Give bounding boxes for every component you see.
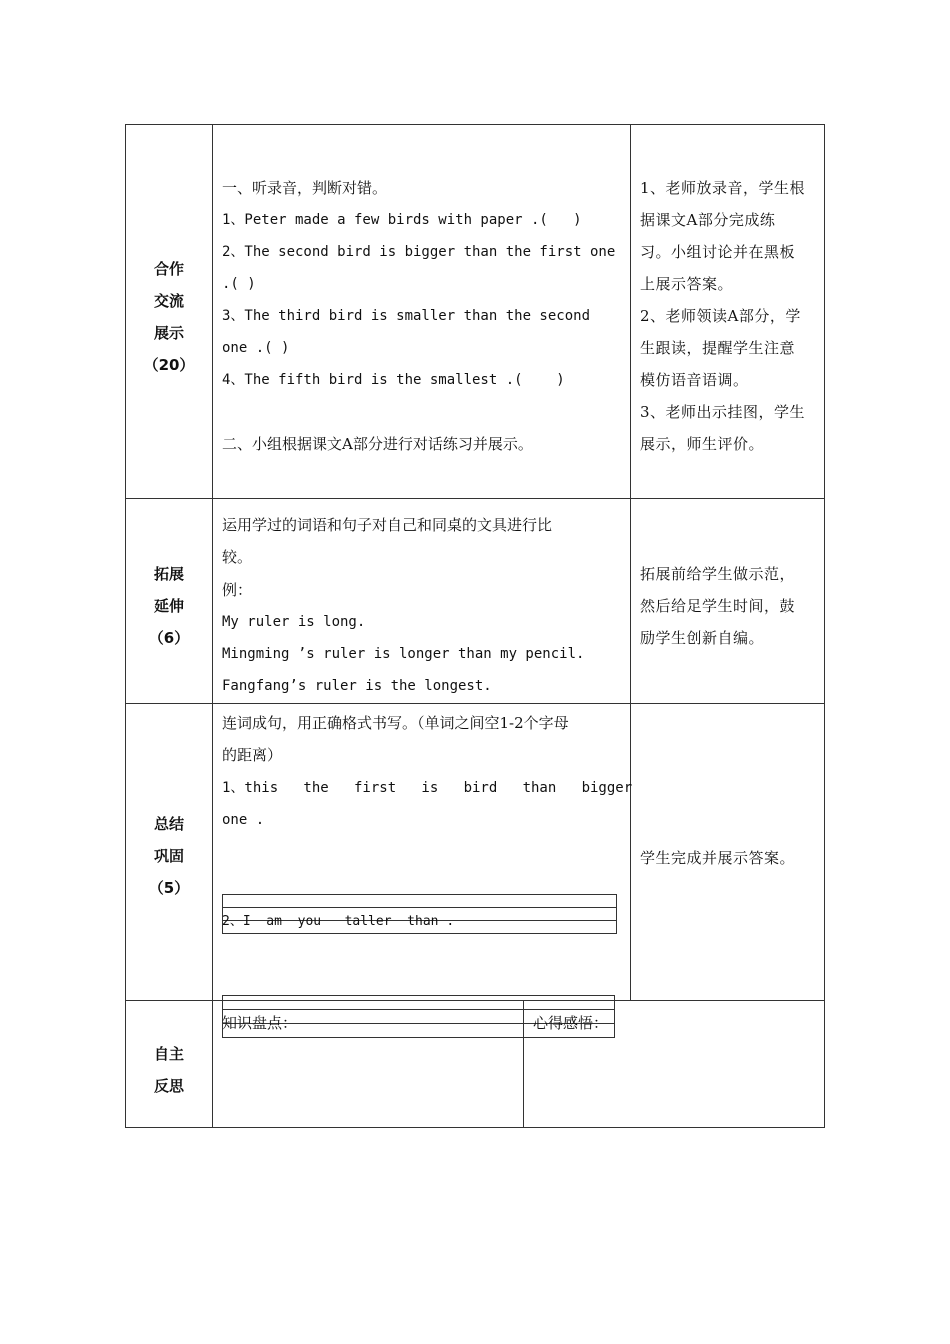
note-line: 据课文A部分完成练 — [640, 211, 776, 229]
scramble-item-2: 2、I am you taller than . — [222, 914, 455, 929]
row-label-cooperate — [126, 253, 212, 381]
extend-instruction-cont: 较。 — [222, 548, 253, 566]
label-line: （20） — [143, 356, 195, 374]
note-line: 上展示答案。 — [640, 275, 734, 293]
exercise-heading-dialogue: 二、小组根据课文A部分进行对话练习并展示。 — [222, 435, 533, 453]
insight-label: 心得感悟： — [533, 1014, 609, 1032]
example-sentence-2: Mingming ’s ruler is longer than my pencil. — [222, 646, 585, 662]
scramble-item-1: 1、this the first is bird than bigger — [222, 780, 633, 796]
border-right — [824, 124, 825, 1128]
note-line: 生跟读，提醒学生注意 — [640, 339, 796, 357]
border-reflect-split — [523, 1000, 524, 1128]
knowledge-summary-label: 知识盘点： — [222, 1014, 298, 1032]
note-line: 1、老师放录音，学生根 — [640, 179, 806, 197]
label-line: 延伸 — [153, 597, 184, 615]
exercise-item-1: 1、Peter made a few birds with paper .( ) — [222, 212, 582, 228]
note-line: 模仿语音语调。 — [640, 371, 749, 389]
extend-instruction: 运用学过的词语和句子对自己和同桌的文具进行比 — [222, 516, 553, 534]
exercise-item-3-cont: one .( ) — [222, 340, 290, 356]
label-line: 合作 — [153, 260, 184, 278]
border-row2 — [125, 703, 825, 704]
note-line: 学生完成并展示答案。 — [640, 849, 796, 867]
row-label-summary — [126, 808, 212, 904]
note-line: 2、老师领读A部分，学 — [640, 307, 801, 325]
label-line: 展示 — [153, 324, 184, 342]
label-line: 交流 — [153, 292, 184, 310]
label-line: 拓展 — [153, 565, 184, 583]
exercise-item-2: 2、The second bird is bigger than the first one — [222, 244, 616, 260]
exercise-item-2-cont: .( ) — [222, 276, 256, 292]
exercise-item-4: 4、The fifth bird is the smallest .( ) — [222, 372, 565, 388]
label-line: （6） — [148, 629, 190, 647]
exercise-item-3: 3、The third bird is smaller than the second — [222, 308, 591, 324]
label-line: 巩固 — [153, 847, 184, 865]
summary-instruction: 连词成句，用正确格式书写。（单词之间空1-2个字母 — [222, 714, 569, 732]
row-label-reflect — [126, 1038, 212, 1102]
border-bottom — [125, 1127, 825, 1128]
note-line: 3、老师出示挂图，学生 — [640, 403, 806, 421]
summary-instruction-cont: 的距离） — [222, 746, 283, 764]
label-line: 总结 — [153, 815, 184, 833]
label-line: 反思 — [153, 1077, 184, 1095]
example-sentence-3: Fangfang’s ruler is the longest. — [222, 678, 492, 694]
example-sentence-1: My ruler is long. — [222, 614, 366, 630]
exercise-heading-listen: 一、听录音，判断对错。 — [222, 179, 388, 197]
note-line: 拓展前给学生做示范， — [640, 565, 796, 583]
border-notes-col — [630, 124, 631, 1000]
scramble-item-1-cont: one . — [222, 812, 265, 828]
label-line: （5） — [148, 879, 190, 897]
row-label-extend — [126, 558, 212, 654]
border-label-col — [212, 124, 213, 1128]
border-top — [125, 124, 825, 125]
note-line: 然后给足学生时间，鼓 — [640, 597, 796, 615]
border-row1 — [125, 498, 825, 499]
example-label: 例： — [222, 581, 253, 599]
note-line: 励学生创新自编。 — [640, 629, 765, 647]
label-line: 自主 — [153, 1045, 184, 1063]
note-line: 习。小组讨论并在黑板 — [640, 243, 796, 261]
note-line: 展示，师生评价。 — [640, 435, 765, 453]
border-row3 — [125, 1000, 825, 1001]
